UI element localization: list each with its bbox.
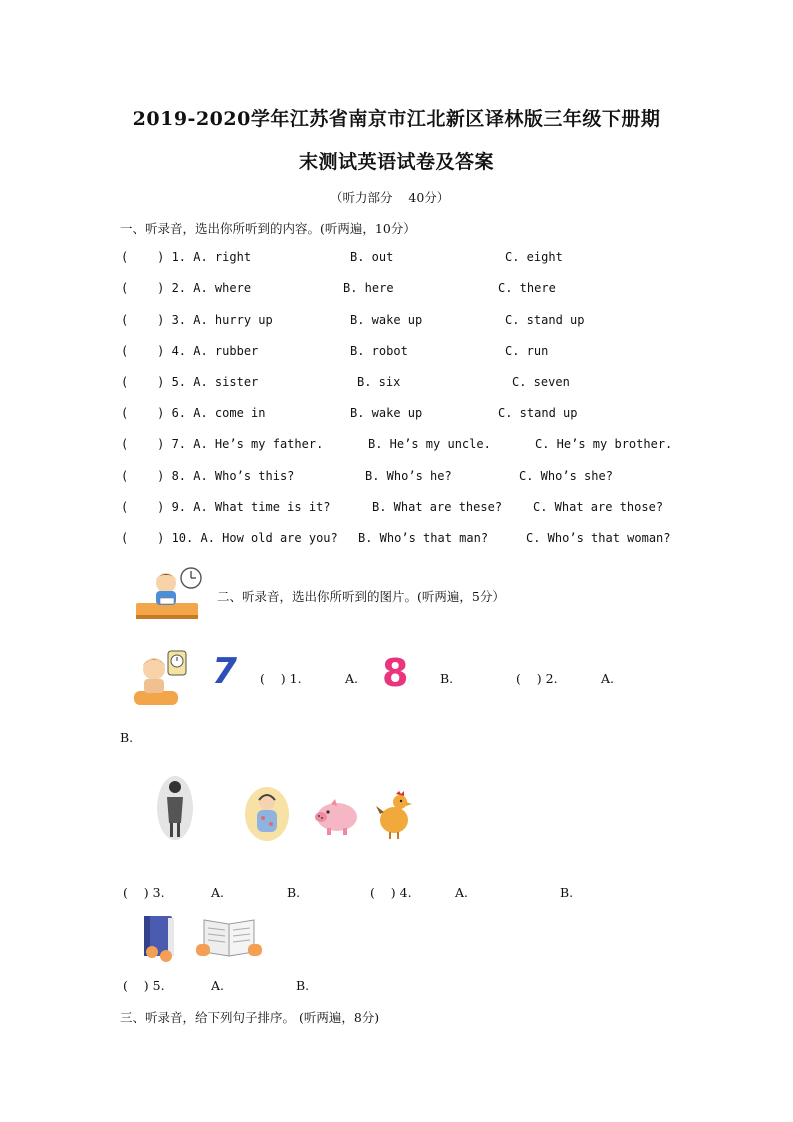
section-3-heading: 三、听录音，给下列句子排序。 (听两遍，8分) — [120, 1010, 380, 1025]
option-a: ( ) 3. A. hurry up — [121, 313, 273, 327]
pig-picture — [313, 795, 359, 837]
closed-book-picture — [138, 912, 180, 964]
option-a-label: A. — [455, 885, 469, 900]
open-book-picture — [196, 916, 262, 962]
option-a-label: A. — [601, 671, 615, 686]
question-2-3-label: ( ) 3. — [123, 885, 165, 900]
option-c: C. eight — [505, 250, 563, 264]
option-a: ( ) 2. A. where — [121, 281, 252, 295]
question-2-4-label: ( ) 4. — [370, 885, 412, 900]
option-c: C. stand up — [498, 406, 578, 420]
option-a: ( ) 8. A. Who’s this? — [121, 469, 295, 483]
hen-picture — [376, 790, 412, 840]
option-c: C. run — [505, 344, 549, 358]
option-a: ( ) 10. A. How old are you? — [121, 531, 338, 545]
option-c: C. Who’s that woman? — [526, 531, 671, 545]
option-a: ( ) 6. A. come in — [121, 406, 266, 420]
digit-eight-picture: 8 — [382, 651, 409, 695]
option-b-label: B. — [287, 885, 301, 900]
document-title-line-1: 2019-2020学年江苏省南京市江北新区译林版三年级下册期 — [132, 108, 661, 130]
option-b: B. wake up — [350, 313, 423, 327]
option-a: ( ) 7. A. He’s my father. — [121, 437, 324, 451]
question-2-2-label: ( ) 2. — [516, 671, 558, 686]
option-a: ( ) 1. A. right — [121, 250, 252, 264]
boy-at-desk-clock-picture — [134, 565, 206, 621]
option-a: ( ) 9. A. What time is it? — [121, 500, 331, 514]
question-2-1-label: ( ) 1. — [260, 671, 302, 686]
digit-seven-picture: 7 — [212, 651, 238, 692]
option-c: C. What are those? — [533, 500, 664, 514]
woman-picture — [156, 775, 194, 841]
option-b-label: B. — [120, 730, 134, 745]
option-b: B. Who’s he? — [365, 469, 452, 483]
option-a: ( ) 5. A. sister — [121, 375, 259, 389]
section-2-heading: 二、听录音，选出你所听到的图片。(听两遍，5分） — [217, 589, 505, 604]
option-b-label: B. — [296, 978, 310, 993]
option-a-label: A. — [345, 671, 359, 686]
option-b-label: B. — [560, 885, 574, 900]
listening-part-subtitle: （听力部分 40分） — [330, 190, 450, 205]
option-b: B. What are these? — [372, 500, 503, 514]
option-a-label: A. — [211, 885, 225, 900]
option-b: B. here — [343, 281, 394, 295]
option-a: ( ) 4. A. rubber — [121, 344, 259, 358]
option-a-label: A. — [211, 978, 225, 993]
option-b: B. six — [357, 375, 401, 389]
baby-picture — [244, 786, 290, 842]
option-b: B. robot — [350, 344, 408, 358]
option-b-label: B. — [440, 671, 454, 686]
section-1-heading: 一、听录音，选出你所听到的内容。(听两遍，10分） — [120, 221, 416, 236]
document-title-line-2: 末测试英语试卷及答案 — [298, 151, 494, 173]
option-b: B. wake up — [350, 406, 423, 420]
option-c: C. He’s my brother. — [535, 437, 673, 451]
option-c: C. seven — [512, 375, 570, 389]
boy-clock-picture — [130, 647, 192, 709]
option-c: C. stand up — [505, 313, 585, 327]
question-2-5-label: ( ) 5. — [123, 978, 165, 993]
option-b: B. He’s my uncle. — [368, 437, 491, 451]
option-b: B. out — [350, 250, 394, 264]
option-b: B. Who’s that man? — [358, 531, 489, 545]
option-c: C. Who’s she? — [519, 469, 613, 483]
option-c: C. there — [498, 281, 556, 295]
